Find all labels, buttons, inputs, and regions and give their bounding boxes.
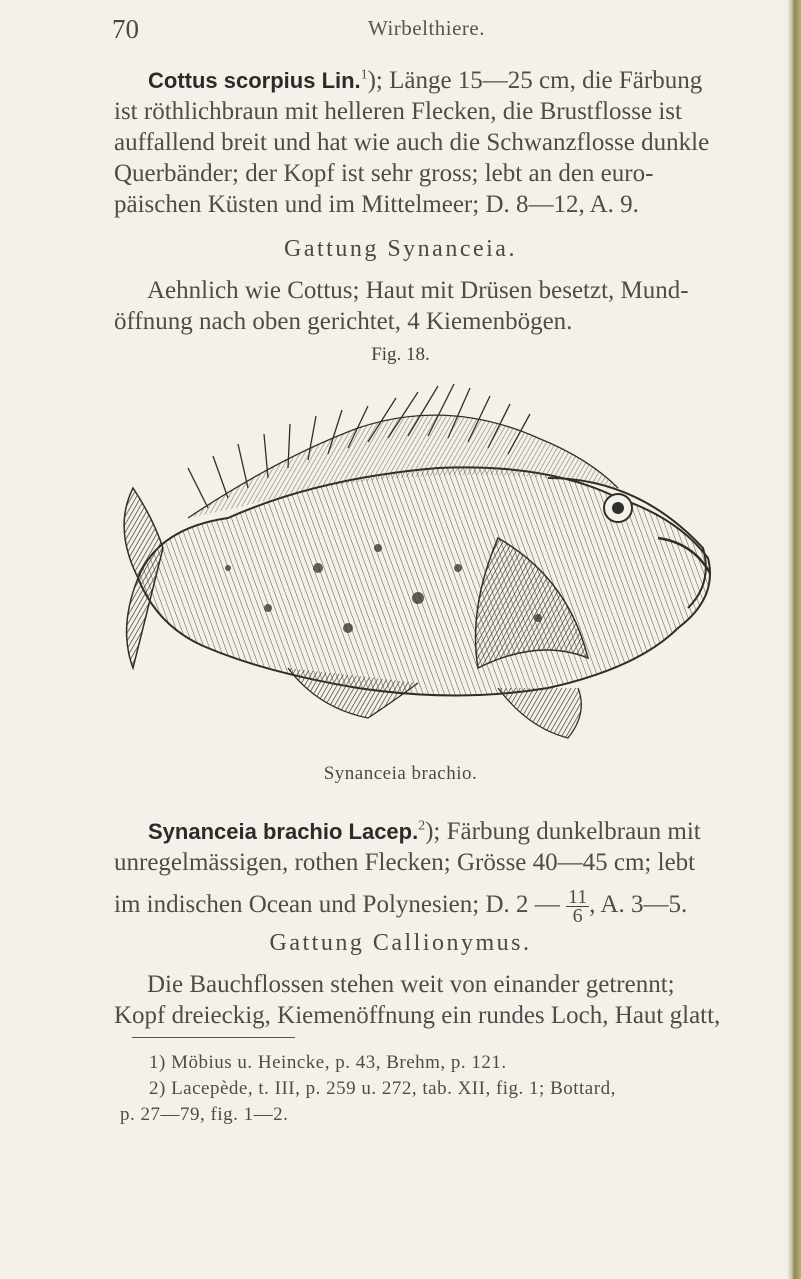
brachio-line-3: im indischen Ocean und Polynesien; D. 2 — $\frac{11}{6}$ , A. 3—5. bbox=[114, 886, 688, 927]
page-edge bbox=[787, 0, 801, 1279]
genus-heading-callionymus: Gattung Callionymus. bbox=[269, 930, 532, 956]
genus-heading-synanceia: Gattung Synanceia. bbox=[284, 236, 517, 262]
cottus-line-5: päischen Küsten und im Mittelmeer; D. 8—12, A. 9. bbox=[114, 191, 639, 218]
page-header bbox=[112, 14, 741, 44]
species-name: Synanceia brachio Lacep. bbox=[148, 819, 419, 844]
fraction: $\frac{11}{6}$ bbox=[568, 886, 588, 927]
brachio-line-1: Synanceia brachio Lacep.$^2$); Färbung dunkelbraun mit bbox=[148, 817, 701, 845]
footnote-rule bbox=[132, 1037, 295, 1038]
figure-label: Fig. 18. bbox=[371, 344, 430, 365]
fish-illustration bbox=[118, 368, 718, 748]
running-title: Wirbelthiere. bbox=[367, 16, 486, 40]
cottus-line-1: Cottus scorpius Lin.$^1$); Länge 15—25 cm, die Färbung bbox=[148, 66, 703, 94]
footnote-ref: 1 bbox=[360, 66, 368, 82]
brachio-line-2: unregelmässigen, rothen Flecken; Grösse 40—45 cm; lebt bbox=[114, 849, 696, 876]
footnote-1: 1) Möbius u. Heincke, p. 43, Brehm, p. 121. bbox=[149, 1052, 507, 1073]
species-name: Cottus scorpius Lin. bbox=[148, 68, 361, 93]
synanceia-line-1: Aehnlich wie Cottus; Haut mit Drüsen besetzt, Mund- bbox=[147, 277, 689, 304]
figure-caption: Synanceia brachio. bbox=[323, 763, 478, 784]
synanceia-line-2: öffnung nach oben gerichtet, 4 Kiemenbögen. bbox=[114, 308, 573, 335]
footnote-ref: 2 bbox=[418, 817, 426, 833]
cottus-line-4: Querbänder; der Kopf ist sehr gross; lebt an den euro- bbox=[114, 160, 654, 187]
callionymus-line-2: Kopf dreieckig, Kiemenöffnung ein rundes Loch, Haut glatt, bbox=[114, 1002, 721, 1029]
footnote-2: 2) Lacepède, t. III, p. 259 u. 272, tab. XII, fig. 1; Bottard, bbox=[149, 1078, 616, 1099]
page-number: 70 bbox=[112, 14, 139, 44]
footnote-2-cont: p. 27—79, fig. 1—2. bbox=[120, 1104, 289, 1125]
cottus-line-3: auffallend breit und hat wie auch die Schwanzflosse dunkle bbox=[114, 129, 710, 156]
callionymus-line-1: Die Bauchflossen stehen weit von einander getrennt; bbox=[147, 971, 675, 998]
cottus-line-2: ist röthlichbraun mit helleren Flecken, die Brustflosse ist bbox=[114, 98, 682, 125]
